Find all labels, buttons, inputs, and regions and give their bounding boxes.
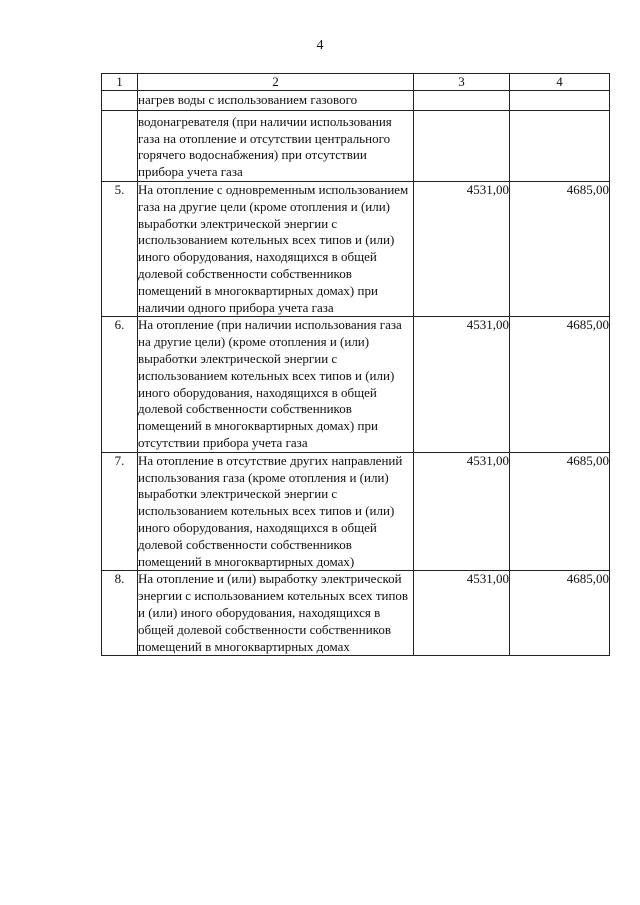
row-description: На отопление в отсутствие других направлений использования газа (кроме отопления и (или) выработки электрической энергии с использованием котельных всех типов и (или) иного оборудования, находящихся в общей долевой собственности собственников помещений в многоквартирных домах) xyxy=(138,452,414,571)
row-description: На отопление с одновременным использованием газа на другие цели (кроме отопления и (или) выработки электрической энергии с использованием котельных всех типов и (или) иного оборудования, находящихся в общей долевой собственности собственников помещений в многоквартирных домах) при наличии одного прибора учета газа xyxy=(138,181,414,316)
row-number xyxy=(102,110,138,181)
table-row xyxy=(102,91,610,111)
table-row xyxy=(102,110,610,181)
row-value-col4: 4685,00 xyxy=(510,571,610,656)
tariff-table xyxy=(101,73,610,656)
table-row xyxy=(102,317,610,452)
row-description: водонагревателя (при наличии использования газа на отопление и отсутствии центрального горячего водоснабжения) при отсутствии прибора учета газа xyxy=(138,110,414,181)
row-description: На отопление и (или) выработку электрической энергии с использованием котельных всех типов и (или) иного оборудования, находящихся в общей долевой собственности собственников помещений в многоквартирных домах xyxy=(138,571,414,656)
row-value-col4: 4685,00 xyxy=(510,317,610,452)
table-row xyxy=(102,571,610,656)
row-value-col3: 4531,00 xyxy=(414,571,510,656)
row-number: 7. xyxy=(102,452,138,571)
row-value-col3: 4531,00 xyxy=(414,181,510,316)
row-value-col3 xyxy=(414,110,510,181)
row-description: На отопление (при наличии использования газа на другие цели) (кроме отопления и (или) выработки электрической энергии с использованием котельных всех типов и (или) иного оборудования, находящихся в общей долевой собственности собственников помещений в многоквартирных домах) при отсутствии прибора учета газа xyxy=(138,317,414,452)
row-value-col4: 4685,00 xyxy=(510,452,610,571)
row-value-col3 xyxy=(414,91,510,111)
row-value-col4: 4685,00 xyxy=(510,181,610,316)
header-cell: 2 xyxy=(138,74,414,91)
row-value-col4 xyxy=(510,110,610,181)
row-number xyxy=(102,91,138,111)
row-description: нагрев воды с использованием газового xyxy=(138,91,414,111)
row-number: 6. xyxy=(102,317,138,452)
header-cell: 3 xyxy=(414,74,510,91)
table-row xyxy=(102,452,610,571)
row-value-col4 xyxy=(510,91,610,111)
row-number: 5. xyxy=(102,181,138,316)
table-row xyxy=(102,181,610,316)
row-number: 8. xyxy=(102,571,138,656)
row-value-col3: 4531,00 xyxy=(414,452,510,571)
header-cell: 4 xyxy=(510,74,610,91)
table-header-row xyxy=(102,74,610,91)
page-number: 4 xyxy=(316,38,324,53)
row-value-col3: 4531,00 xyxy=(414,317,510,452)
header-cell: 1 xyxy=(102,74,138,91)
